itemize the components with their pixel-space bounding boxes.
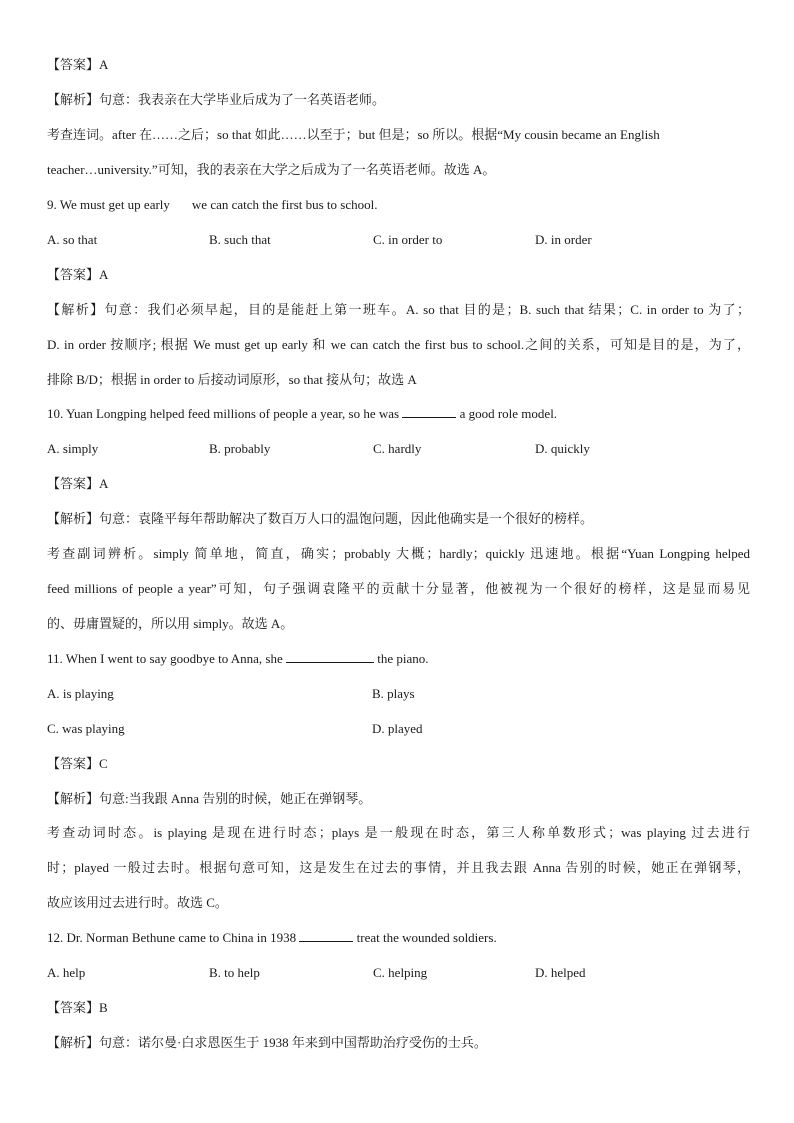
q8-note-line-2: teacher…university.”可知，我的表亲在大学之后成为了一名英语老师。故选 A。 <box>47 162 496 177</box>
q11-analysis: 【解析】句意:当我跟 Anna 告别的时候，她正在弹钢琴。 <box>47 791 372 806</box>
q12-question-pre: 12. Dr. Norman Bethune came to China in 1938 <box>47 930 297 945</box>
q12-option-b: B. to help <box>209 965 260 980</box>
q10-note-line-3: 的、毋庸置疑的，所以用 simply。故选 A。 <box>47 616 294 631</box>
q10-option-c: C. hardly <box>373 441 422 456</box>
q10-option-d: D. quickly <box>535 441 590 456</box>
q10-question <box>47 405 750 423</box>
q10-question-pre: 10. Yuan Longping helped feed millions of people a year, so he was <box>47 406 400 421</box>
q12-blank <box>299 929 353 942</box>
q9-option-b: B. such that <box>209 232 271 247</box>
q11-note-line-1: 考查动词时态。is playing 是现在进行时态；plays 是一般现在时态，第三人称单数形式；was playing 过去进行 <box>47 825 750 840</box>
q11-answer: 【答案】C <box>47 756 108 771</box>
q10-analysis: 【解析】句意：袁隆平每年帮助解决了数百万人口的温饱问题，因此他确实是一个很好的榜样。 <box>47 511 594 526</box>
q12-option-a: A. help <box>47 965 86 980</box>
q9-question <box>47 196 750 214</box>
q12-answer: 【答案】B <box>47 1000 108 1015</box>
q8-note-line-1: 考查连词。after 在……之后；so that 如此……以至于；but 但是；so 所以。根据“My cousin became an English <box>47 127 660 142</box>
q12-question <box>47 929 750 947</box>
q10-note-line-1: 考查副词辨析。simply 简单地，简直，确实；probably 大概；hardly；quickly 迅速地。根据“Yuan Longping helped <box>47 546 750 561</box>
q9-analysis-line-3: 排除 B/D；根据 in order to 后接动词原形，so that 接从句；故选 A <box>47 372 417 387</box>
q10-note-line-2: feed millions of people a year”可知，句子强调袁隆平的贡献十分显著，他被视为一个很好的榜样，这是显而易见 <box>47 581 750 596</box>
q9-option-d: D. in order <box>535 232 592 247</box>
q9-option-a: A. so that <box>47 232 98 247</box>
q8-answer: 【答案】A <box>47 57 109 72</box>
q11-option-c: C. was playing <box>47 721 125 736</box>
q9-question-pre: 9. We must get up early <box>47 197 170 212</box>
q11-question <box>47 650 750 668</box>
q9-analysis-line-2: D. in order 按顺序; 根据 We must get up early 和 we can catch the first bus to school.之间的关系，可知是目的是，为了， <box>47 337 750 352</box>
q10-question-post: a good role model. <box>459 406 558 421</box>
q10-option-a: A. simply <box>47 441 99 456</box>
q9-answer: 【答案】A <box>47 267 109 282</box>
q12-analysis: 【解析】句意：诺尔曼·白求恩医生于 1938 年来到中国帮助治疗受伤的士兵。 <box>47 1035 487 1050</box>
q10-answer: 【答案】A <box>47 476 109 491</box>
q12-question-post: treat the wounded soldiers. <box>356 930 497 945</box>
q9-question-post: we can catch the first bus to school. <box>191 197 378 212</box>
q9-analysis-line-1: 【解析】句意：我们必须早起，目的是能赶上第一班车。A. so that 目的是；B. such that 结果；C. in order to 为了； <box>47 302 750 317</box>
q12-option-d: D. helped <box>535 965 586 980</box>
q10-blank <box>402 405 456 418</box>
q11-note-line-3: 故应该用过去进行时。故选 C。 <box>47 895 228 910</box>
q8-analysis: 【解析】句意：我表亲在大学毕业后成为了一名英语老师。 <box>47 92 386 107</box>
q11-blank <box>286 650 374 663</box>
q11-option-a: A. is playing <box>47 686 114 701</box>
q11-note-line-2: 时；played 一般过去时。根据句意可知，这是发生在过去的事情，并且我去跟 Anna 告别的时候，她正在弹钢琴， <box>47 860 750 875</box>
q9-option-c: C. in order to <box>373 232 443 247</box>
q11-question-pre: 11. When I went to say goodbye to Anna, she <box>47 651 283 666</box>
q10-option-b: B. probably <box>209 441 271 456</box>
q11-option-d: D. played <box>372 721 423 736</box>
q12-option-c: C. helping <box>373 965 428 980</box>
q11-option-b: B. plays <box>372 686 415 701</box>
q11-question-post: the piano. <box>377 651 429 666</box>
